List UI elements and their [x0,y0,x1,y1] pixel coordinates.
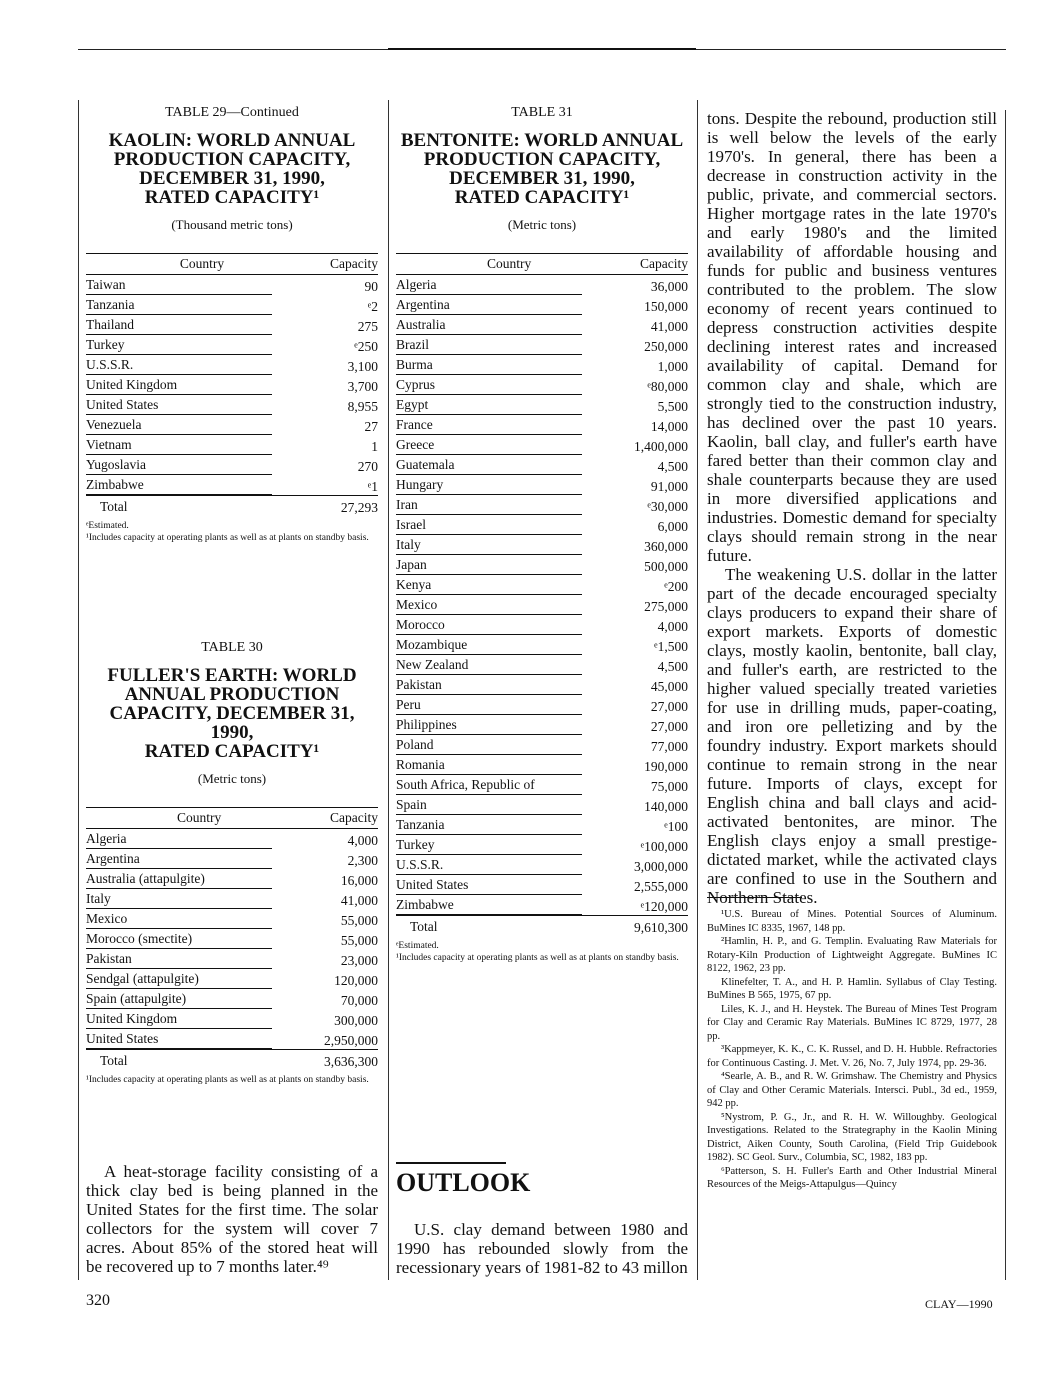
country-cell: Guatemala [396,455,622,475]
table-unit: (Metric tons) [507,217,577,232]
capacity-cell: 45,000 [650,679,688,694]
country-cell: Mozambique [396,635,622,655]
country-cell: Israel [396,515,622,535]
table-row [396,515,688,535]
total-label: Total [86,1050,312,1071]
country-cell: Tanzania [396,815,622,835]
capacity-cell: 55,000 [340,913,378,928]
country-cell: Argentina [396,295,622,315]
country-cell: South Africa, Republic of [396,775,622,795]
table-row [396,755,688,775]
capacity-cell: 91,000 [650,479,688,494]
reference-item: ⁵Nystrom, P. G., Jr., and R. H. W. Willoughby. Geological Investigations. Related to the Strategraphy in the Kaolin Mining District, Aiken County, South Carolina, (Field Trip Guidebook 1982). SC Geol. Surv., Columbia, SC, 1982, 183 pp. [707,1111,997,1163]
body-paragraph: tons. Despite the rebound, production still is well below the levels of the early 1970's. In general, there has been a decrease in construction activity in the public, private, and commercial sectors. Higher mortgage rates in the late 1970's and early 1980's and the limited availability of affordable housing and funds for public and business ventures contributed to the problem. The slow economy of recent years continued to depress construction activities despite declining interest rates and increased availability of capital. Demand for common clay and shale, which are strongly tied to the construction industry, has declined over the past 10 years. Kaolin, ball clay, and fuller's earth have fared better than their common clay and shale counterparts because they are used in more diversified applications and industries. Domestic demand for specialty clays should remain strong in the near future. [707,109,997,565]
table-row [396,475,688,495]
reference-item: ²Hamlin, H. P., and G. Templin. Evaluating Raw Materials for Rotary-Kiln Production of Lightweight Aggregate. BuMines IC 8122, 1962, 23 pp. [707,936,997,974]
country-cell: Cyprus [396,375,622,395]
left-column [86,105,378,1276]
outlook-heading: OUTLOOK [396,1168,531,1197]
capacity-cell: ᵉ80,000 [647,379,688,394]
table-row [396,655,688,675]
reference-item: ⁴Searle, A. B., and R. W. Grimshaw. The Chemistry and Physics of Clay and Other Ceramic Materials. Intersci. Publ., 3d ed., 1959, 942 pp. [707,1071,997,1109]
table-row [396,795,688,815]
table-row [396,495,688,515]
table-row [86,969,378,989]
country-cell: Pakistan [86,949,312,969]
country-cell: Venezuela [86,415,318,435]
table-row [396,715,688,735]
total-value: 3,636,300 [312,1050,378,1071]
country-cell: Morocco [396,615,622,635]
title-line: CAPACITY, DECEMBER 31, 1990, [109,703,355,743]
footnote: ¹Includes capacity at operating plants as well as at plants on standby basis. [396,953,679,963]
table-row [86,829,378,850]
country-cell: Thailand [86,315,318,335]
total-label: Total [86,496,318,517]
table-row [396,315,688,335]
country-cell: Peru [396,695,622,715]
capacity-cell: 27,000 [650,719,688,734]
col-header-capacity: Capacity [622,254,688,275]
table-row [86,455,378,475]
country-cell: Spain (attapulgite) [86,989,312,1009]
top-rule-accent [388,48,696,50]
capacity-cell: 6,000 [657,519,688,534]
table-row [396,835,688,855]
capacity-cell: ᵉ200 [664,579,688,594]
capacity-cell: 300,000 [334,1013,378,1028]
capacity-cell: 90 [364,279,378,294]
country-cell: Pakistan [396,675,622,695]
col-header-country: Country [86,254,318,275]
total-value: 9,610,300 [622,916,688,937]
table-title [86,666,378,761]
outlook-rule [396,1162,506,1164]
capacity-cell: 77,000 [650,739,688,754]
table-row [396,875,688,895]
table-row [396,295,688,315]
page-number: 320 [86,1292,110,1309]
capacity-cell: 3,000,000 [634,859,688,874]
table-label: TABLE 30 [201,640,263,655]
table-label: TABLE 29—Continued [165,105,299,120]
capacity-cell: 1 [371,439,378,454]
capacity-cell: ᵉ120,000 [640,899,688,914]
capacity-cell: 360,000 [644,539,688,554]
column-rule-left [78,100,79,1280]
reference-rule [707,897,802,898]
capacity-cell: 41,000 [650,319,688,334]
capacity-cell: 1,400,000 [634,439,688,454]
capacity-cell: 190,000 [644,759,688,774]
country-cell: Mexico [396,595,622,615]
capacity-cell: 14,000 [650,419,688,434]
capacity-cell: 5,500 [657,399,688,414]
column-rule-far-right [1005,110,1006,1280]
col-header-capacity: Capacity [312,808,378,829]
table-row [86,475,378,496]
reference-item: ⁶Patterson, S. H. Fuller's Earth and Other Industrial Mineral Resources of the Meigs-Attapulgus—Quincy [707,1165,997,1190]
capacity-cell: ᵉ1,500 [654,639,688,654]
capacity-cell: ᵉ1 [367,479,378,494]
total-row [86,496,378,517]
capacity-cell: 27,000 [650,699,688,714]
country-cell: Argentina [86,849,312,869]
country-cell: United Kingdom [86,375,318,395]
country-cell: Egypt [396,395,622,415]
table-row [396,775,688,795]
capacity-cell: 275 [357,319,378,334]
capacity-cell: 3,100 [347,359,378,374]
capacity-cell: 150,000 [644,299,688,314]
capacity-cell: 41,000 [340,893,378,908]
capacity-cell: 4,000 [347,833,378,848]
data-table [396,253,688,936]
table-title [396,131,688,207]
country-cell: Turkey [396,835,622,855]
country-cell: Morocco (smectite) [86,929,312,949]
table-row [396,435,688,455]
body-paragraph: The weakening U.S. dollar in the latter part of the decade encouraged specialty clays producers to expand their share of export markets. Exports of domestic clays, mostly kaolin, bentonite, ball clay, and fuller's earth, are restricted to the higher valued specially treated varieties for use in drilling muds, paper-coating, and iron ore pelletizing and by the foundry industry. Export markets should continue to remain strong in the near future. Imports of clays, except for English china and ball clays and acid-activated bentonites, are minor. The English clays enjoy a small prestige-dictated market, while the activated clays are confined to use in the Southern and Northern States. [707,565,997,907]
footnote: ¹Includes capacity at operating plants as well as at plants on standby basis. [86,1075,369,1085]
table-row [396,395,688,415]
table-row [396,855,688,875]
table-row [396,575,688,595]
footnote: ¹Includes capacity at operating plants as well as at plants on standby basis. [86,533,369,543]
table-row [86,355,378,375]
col-header-country: Country [396,254,622,275]
country-cell: Algeria [396,275,622,296]
country-cell: Australia [396,315,622,335]
table-row [396,895,688,916]
table-row [86,949,378,969]
country-cell: Burma [396,355,622,375]
capacity-cell: 250,000 [644,339,688,354]
title-line: RATED CAPACITY¹ [144,187,320,208]
data-table [86,253,378,516]
table-30 [86,640,378,1086]
country-cell: Poland [396,735,622,755]
capacity-cell: 2,300 [347,853,378,868]
country-cell: United States [86,1029,312,1050]
country-cell: Japan [396,555,622,575]
title-line: ANNUAL PRODUCTION [124,684,340,705]
table-row [396,635,688,655]
title-line: BENTONITE: WORLD ANNUAL [400,130,684,151]
table-row [396,615,688,635]
capacity-cell: 2,950,000 [324,1033,378,1048]
table-29 [86,105,378,544]
outlook-section [396,1162,688,1277]
table-row [86,1029,378,1050]
middle-column [396,105,688,1277]
country-cell: Kenya [396,575,622,595]
capacity-cell: 8,955 [347,399,378,414]
country-cell: Vietnam [86,435,318,455]
reference-item: ³Kappmeyer, K. K., C. K. Russel, and D. H. Hubble. Refractories for Continuous Casting. J. Met. V. 26, No. 7, July 1974, pp. 29-36. [707,1044,997,1069]
table-title [86,131,378,207]
capacity-cell: 4,000 [657,619,688,634]
table-row [396,595,688,615]
country-cell: U.S.S.R. [396,855,622,875]
table-row [396,455,688,475]
col-header-capacity: Capacity [318,254,378,275]
table-row [396,675,688,695]
capacity-cell: 16,000 [340,873,378,888]
country-cell: Turkey [86,335,318,355]
title-line: PRODUCTION CAPACITY, [423,149,661,170]
table-row [86,335,378,355]
country-cell: Sendgal (attapulgite) [86,969,312,989]
total-row [86,1050,378,1071]
heat-storage-paragraph: A heat-storage facility consisting of a thick clay bed is being planned in the United States for the first time. The solar collectors for the system will cover 7 acres. About 85% of the stored heat will be recovered up to 7 months later.⁴⁹ [86,1162,378,1276]
total-row [396,916,688,937]
capacity-cell: 140,000 [644,799,688,814]
country-cell: France [396,415,622,435]
title-line: FULLER'S EARTH: WORLD [107,665,357,686]
table-row [86,909,378,929]
capacity-cell: 23,000 [340,953,378,968]
title-line: RATED CAPACITY¹ [144,741,320,762]
table-row [396,535,688,555]
table-31 [396,105,688,964]
data-table [86,807,378,1070]
country-cell: Italy [396,535,622,555]
country-cell: Taiwan [86,275,318,296]
country-cell: Zimbabwe [396,895,622,916]
capacity-cell: 4,500 [657,659,688,674]
capacity-cell: 1,000 [657,359,688,374]
table-row [86,1009,378,1029]
col-header-country: Country [86,808,312,829]
footnote: ᵉEstimated. [396,941,439,951]
capacity-cell: ᵉ30,000 [647,499,688,514]
table-row [396,695,688,715]
table-row [86,395,378,415]
country-cell: Yugoslavia [86,455,318,475]
capacity-cell: 3,700 [347,379,378,394]
country-cell: Brazil [396,335,622,355]
country-cell: United States [396,875,622,895]
reference-list [707,908,997,1192]
table-row [86,295,378,315]
capacity-cell: ᵉ100,000 [640,839,688,854]
country-cell: Hungary [396,475,622,495]
title-line: DECEMBER 31, 1990, [449,168,635,189]
capacity-cell: 275,000 [644,599,688,614]
table-row [86,375,378,395]
reference-item: Klinefelter, T. A., and H. P. Hamlin. Syllabus of Clay Testing. BuMines B 565, 1975, 67 pp. [707,976,997,1001]
capacity-cell: ᵉ250 [354,339,378,354]
outlook-paragraph: U.S. clay demand between 1980 and 1990 has rebounded slowly from the recessionary years of 1981-82 to 43 millon [396,1220,688,1277]
country-cell: United Kingdom [86,1009,312,1029]
table-unit: (Metric tons) [197,771,267,786]
running-head: CLAY—1990 [925,1297,993,1311]
capacity-cell: ᵉ100 [664,819,688,834]
table-row [86,889,378,909]
capacity-cell: 27 [364,419,378,434]
country-cell: New Zealand [396,655,622,675]
table-row [86,315,378,335]
reference-item: ¹U.S. Bureau of Mines. Potential Sources of Aluminum. BuMines IC 8335, 1967, 148 pp. [707,909,997,934]
total-value: 27,293 [318,496,378,517]
table-row [86,869,378,889]
country-cell: Greece [396,435,622,455]
table-row [396,735,688,755]
table-unit: (Thousand metric tons) [171,217,293,232]
country-cell: Australia (attapulgite) [86,869,312,889]
table-row [396,555,688,575]
country-cell: Philippines [396,715,622,735]
capacity-cell: 55,000 [340,933,378,948]
table-row [86,849,378,869]
country-cell: U.S.S.R. [86,355,318,375]
country-cell: Romania [396,755,622,775]
country-cell: Mexico [86,909,312,929]
column-rule-right [697,100,698,1280]
capacity-cell: 270 [357,459,378,474]
table-row [86,275,378,296]
country-cell: Tanzania [86,295,318,315]
title-line: PRODUCTION CAPACITY, [113,149,351,170]
table-row [86,435,378,455]
country-cell: Algeria [86,829,312,850]
table-row [396,815,688,835]
table-row [396,355,688,375]
capacity-cell: 500,000 [644,559,688,574]
capacity-cell: 120,000 [334,973,378,988]
country-cell: Spain [396,795,622,815]
title-line: RATED CAPACITY¹ [454,187,630,208]
column-rule-middle [388,100,389,1280]
references [707,897,997,1192]
country-cell: Italy [86,889,312,909]
title-line: KAOLIN: WORLD ANNUAL [108,130,356,151]
reference-item: Liles, K. J., and H. Heystek. The Bureau of Mines Test Program for Clay and Ceramic Ray Materials. BuMines IC 8729, 1977, 28 pp. [707,1003,997,1042]
table-row [86,929,378,949]
table-row [86,415,378,435]
table-label: TABLE 31 [511,105,573,120]
capacity-cell: ᵉ2 [367,299,378,314]
title-line: DECEMBER 31, 1990, [139,168,325,189]
total-label: Total [396,916,622,937]
capacity-cell: 70,000 [340,993,378,1008]
table-row [86,989,378,1009]
table-row [396,275,688,296]
country-cell: Zimbabwe [86,475,318,496]
capacity-cell: 2,555,000 [634,879,688,894]
capacity-cell: 75,000 [650,779,688,794]
right-column [707,109,997,1190]
table-row [396,375,688,395]
footnote: ᵉEstimated. [86,521,129,531]
capacity-cell: 4,500 [657,459,688,474]
capacity-cell: 36,000 [650,279,688,294]
country-cell: United States [86,395,318,415]
country-cell: Iran [396,495,622,515]
table-row [396,415,688,435]
table-row [396,335,688,355]
